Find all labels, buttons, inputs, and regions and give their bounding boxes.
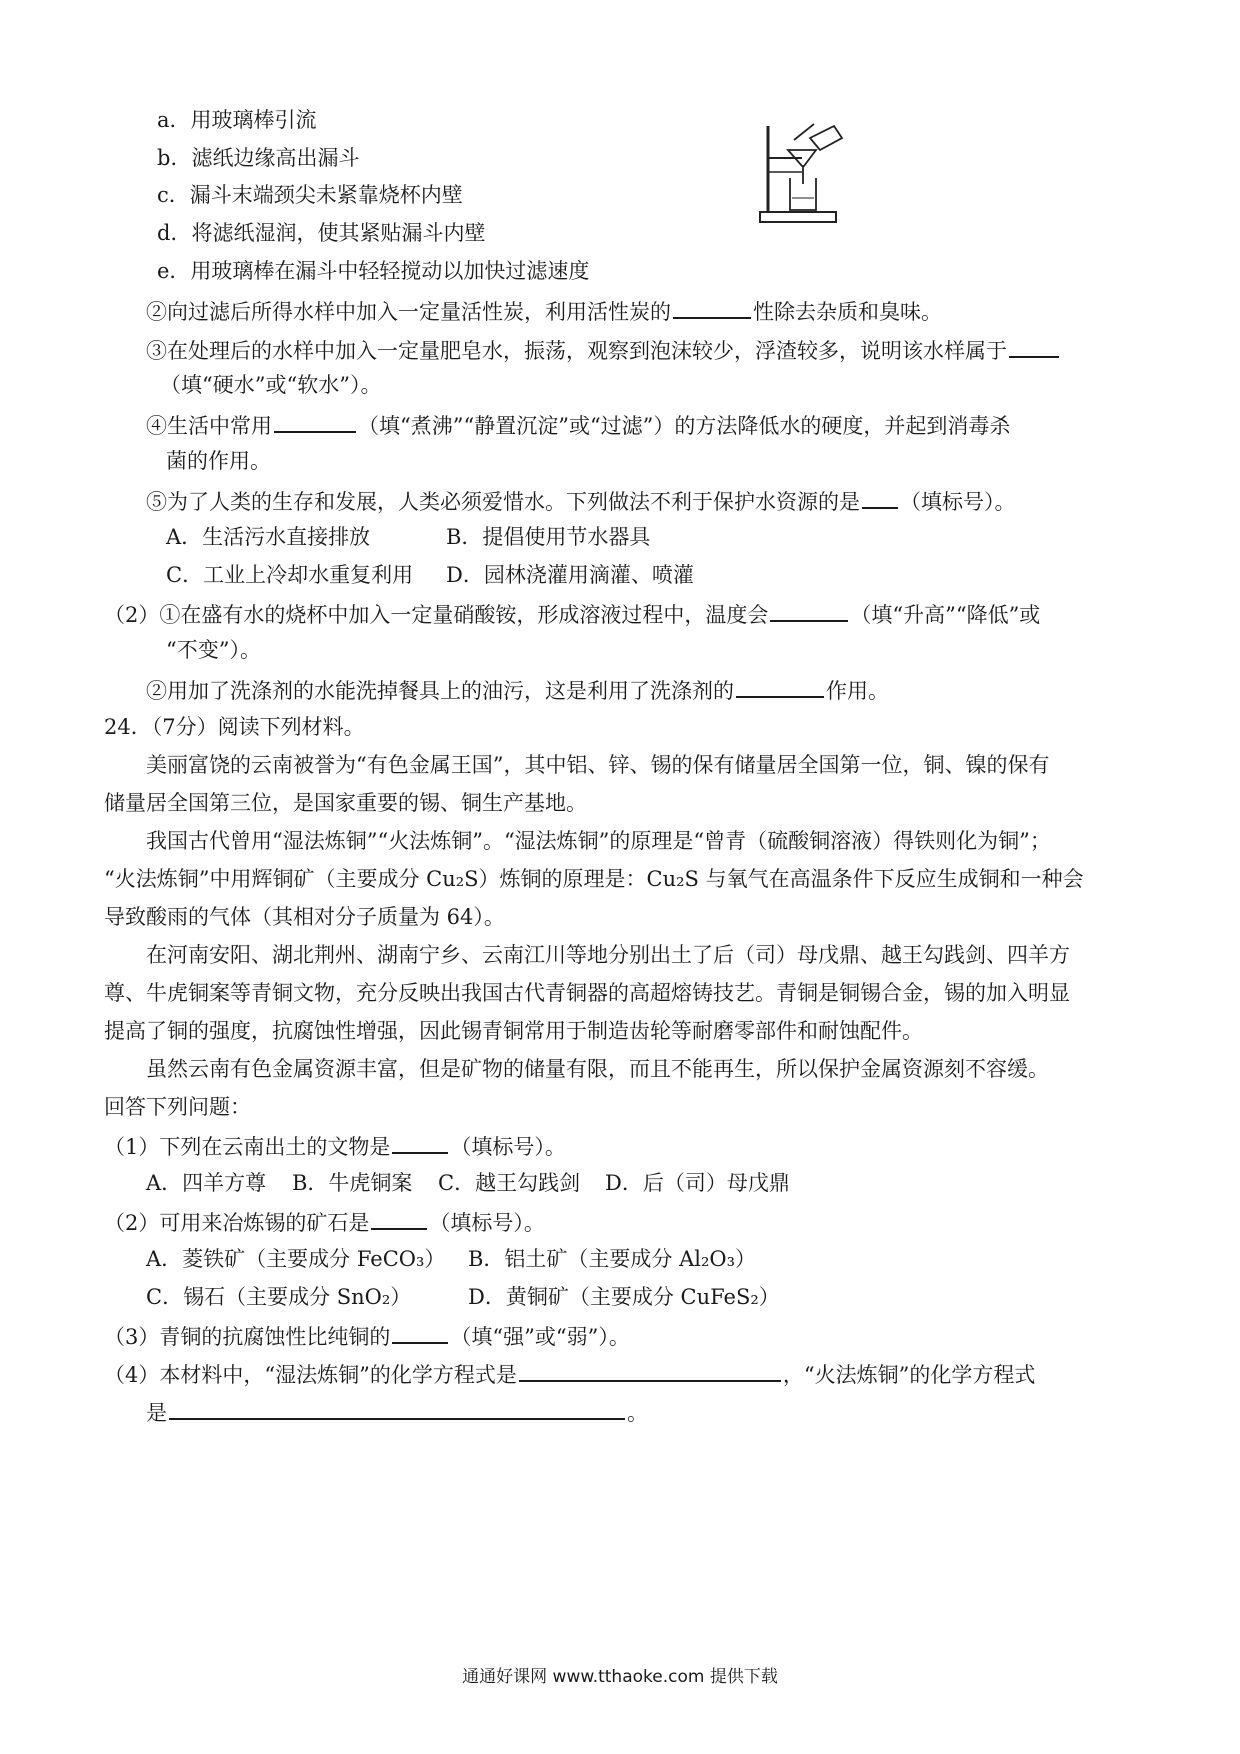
question-4-line2: 菌的作用。 [166, 449, 271, 473]
question-text: 。 [627, 1401, 648, 1425]
question-text: （填标号）。 [450, 1135, 566, 1159]
question-text: （3）青铜的抗腐蚀性比纯铜的 [104, 1325, 391, 1349]
q24-para3-line2: 尊、牛虎铜案等青铜文物，充分反映出我国古代青铜器的高超熔铸技艺。青铜是铜锡合金，锡的加入明显 [104, 981, 1070, 1005]
answer-blank[interactable] [736, 674, 824, 698]
q24-para3-line3: 提高了铜的强度，抗腐蚀性增强，因此锡青铜常用于制造齿轮等耐磨零部件和耐蚀配件。 [104, 1019, 923, 1043]
q24-para3-line1: 在河南安阳、湖北荆州、湖南宁乡、云南江川等地分别出土了后（司）母戊鼎、越王勾践剑、四羊方 [146, 943, 1070, 967]
q24-para1-line2: 储量居全国第三位，是国家重要的锡、铜生产基地。 [104, 791, 587, 815]
filtration-apparatus-figure [750, 120, 855, 230]
filter-option-b: b．滤纸边缘高出漏斗 [157, 146, 360, 170]
answer-blank[interactable] [770, 598, 848, 622]
q24-title: 24．（7分）阅读下列材料。 [104, 715, 365, 739]
q24-para2-line2: “火法炼铜”中用辉铜矿（主要成分 Cu₂S）炼铜的原理是：Cu₂S 与氧气在高温条件下反应生成铜和一种会 [104, 867, 1084, 891]
part-2-line3 [146, 674, 889, 706]
s1-option-a: A．四羊方尊 [146, 1171, 267, 1195]
filter-option-a: a．用玻璃棒引流 [157, 108, 317, 132]
s2-option-c: C．锡石（主要成分 SnO₂） [146, 1285, 412, 1309]
filter-option-d: d．将滤纸湿润，使其紧贴漏斗内壁 [157, 221, 486, 245]
question-text: ④生活中常用 [146, 414, 272, 438]
question-text: （填“煮沸”“静置沉淀”或“过滤”）的方法降低水的硬度，并起到消毒杀 [358, 414, 1011, 438]
q5-option-c: C．工业上冷却水重复利用 [166, 563, 414, 587]
q5-option-b: B．提倡使用节水器具 [446, 525, 651, 549]
q24-sub1 [104, 1130, 566, 1162]
part-2-line2: “不变”）。 [166, 638, 261, 662]
answer-blank[interactable] [862, 485, 898, 509]
question-text: ⑤为了人类的生存和发展，人类必须爱惜水。下列做法不利于保护水资源的是 [146, 490, 860, 514]
s2-option-a: A．菱铁矿（主要成分 FeCO₃） [146, 1247, 446, 1271]
question-text: ，“火法炼铜”的化学方程式 [782, 1363, 1036, 1387]
q24-sub4 [104, 1358, 1035, 1390]
answer-blank[interactable] [371, 1206, 427, 1230]
question-2-line [146, 295, 942, 327]
s2-option-b: B．铝土矿（主要成分 Al₂O₃） [468, 1247, 757, 1271]
answer-blank[interactable] [392, 1130, 448, 1154]
filter-option-e: e．用玻璃棒在漏斗中轻轻搅动以加快过滤速度 [157, 259, 590, 283]
answer-blank[interactable] [673, 295, 751, 319]
question-4-line [146, 409, 1010, 441]
answer-blank[interactable] [519, 1358, 781, 1382]
s1-option-b: B．牛虎铜案 [292, 1171, 413, 1195]
question-text: ③在处理后的水样中加入一定量肥皂水，振荡，观察到泡沫较少，浮渣较多，说明该水样属于 [146, 339, 1007, 363]
question-text: 是 [146, 1401, 167, 1425]
question-text: （2）可用来冶炼锡的矿石是 [104, 1211, 370, 1235]
answer-blank[interactable] [274, 409, 356, 433]
question-text: （4）本材料中，“湿法炼铜”的化学方程式是 [104, 1363, 517, 1387]
answer-blank[interactable] [392, 1320, 448, 1344]
q24-para2-line1: 我国古代曾用“湿法炼铜”“火法炼铜”。“湿法炼铜”的原理是“曾青（硫酸铜溶液）得铁则化为铜”； [146, 829, 1051, 853]
question-text: （填标号）。 [429, 1211, 545, 1235]
question-text: （2）①在盛有水的烧杯中加入一定量硝酸铵，形成溶液过程中，温度会 [104, 603, 769, 627]
question-text: （填“升高”“降低”或 [850, 603, 1041, 627]
question-text: （填“强”或“弱”）。 [450, 1325, 630, 1349]
question-3-line2: （填“硬水”或“软水”）。 [160, 373, 382, 397]
question-3-line [146, 334, 1061, 366]
part-2-line1 [104, 598, 1040, 630]
q24-sub4-line2 [146, 1396, 648, 1428]
q24-answer-prompt: 回答下列问题： [104, 1095, 251, 1119]
q24-sub3 [104, 1320, 630, 1352]
answer-blank[interactable] [169, 1396, 625, 1420]
q5-option-d: D．园林浇灌用滴灌、喷灌 [446, 563, 694, 587]
q24-para2-line3: 导致酸雨的气体（其相对分子质量为 64）。 [104, 905, 505, 929]
question-text: （填标号）。 [900, 490, 1016, 514]
s2-option-d: D．黄铜矿（主要成分 CuFeS₂） [468, 1285, 780, 1309]
question-text: ②向过滤后所得水样中加入一定量活性炭，利用活性炭的 [146, 300, 671, 324]
question-text: 作用。 [826, 679, 889, 703]
question-text: （1）下列在云南出土的文物是 [104, 1135, 391, 1159]
page-footer: 通通好课网 www.tthaoke.com 提供下载 [462, 1667, 778, 1687]
s1-option-d: D．后（司）母戊鼎 [605, 1171, 790, 1195]
q24-para4: 虽然云南有色金属资源丰富，但是矿物的储量有限，而且不能再生，所以保护金属资源刻不容缓。 [146, 1057, 1049, 1081]
answer-blank[interactable] [1009, 334, 1059, 358]
q5-option-a: A．生活污水直接排放 [166, 525, 371, 549]
q24-para1-line1: 美丽富饶的云南被誉为“有色金属王国”，其中铝、锌、锡的保有储量居全国第一位，铜、镍的保有 [146, 753, 1050, 777]
q24-sub2 [104, 1206, 545, 1238]
question-5-line [146, 485, 1016, 517]
filter-option-c: c．漏斗末端颈尖未紧靠烧杯内壁 [157, 183, 463, 207]
question-text: 性除去杂质和臭味。 [753, 300, 942, 324]
question-text: ②用加了洗涤剂的水能洗掉餐具上的油污，这是利用了洗涤剂的 [146, 679, 734, 703]
s1-option-c: C．越王勾践剑 [438, 1171, 581, 1195]
